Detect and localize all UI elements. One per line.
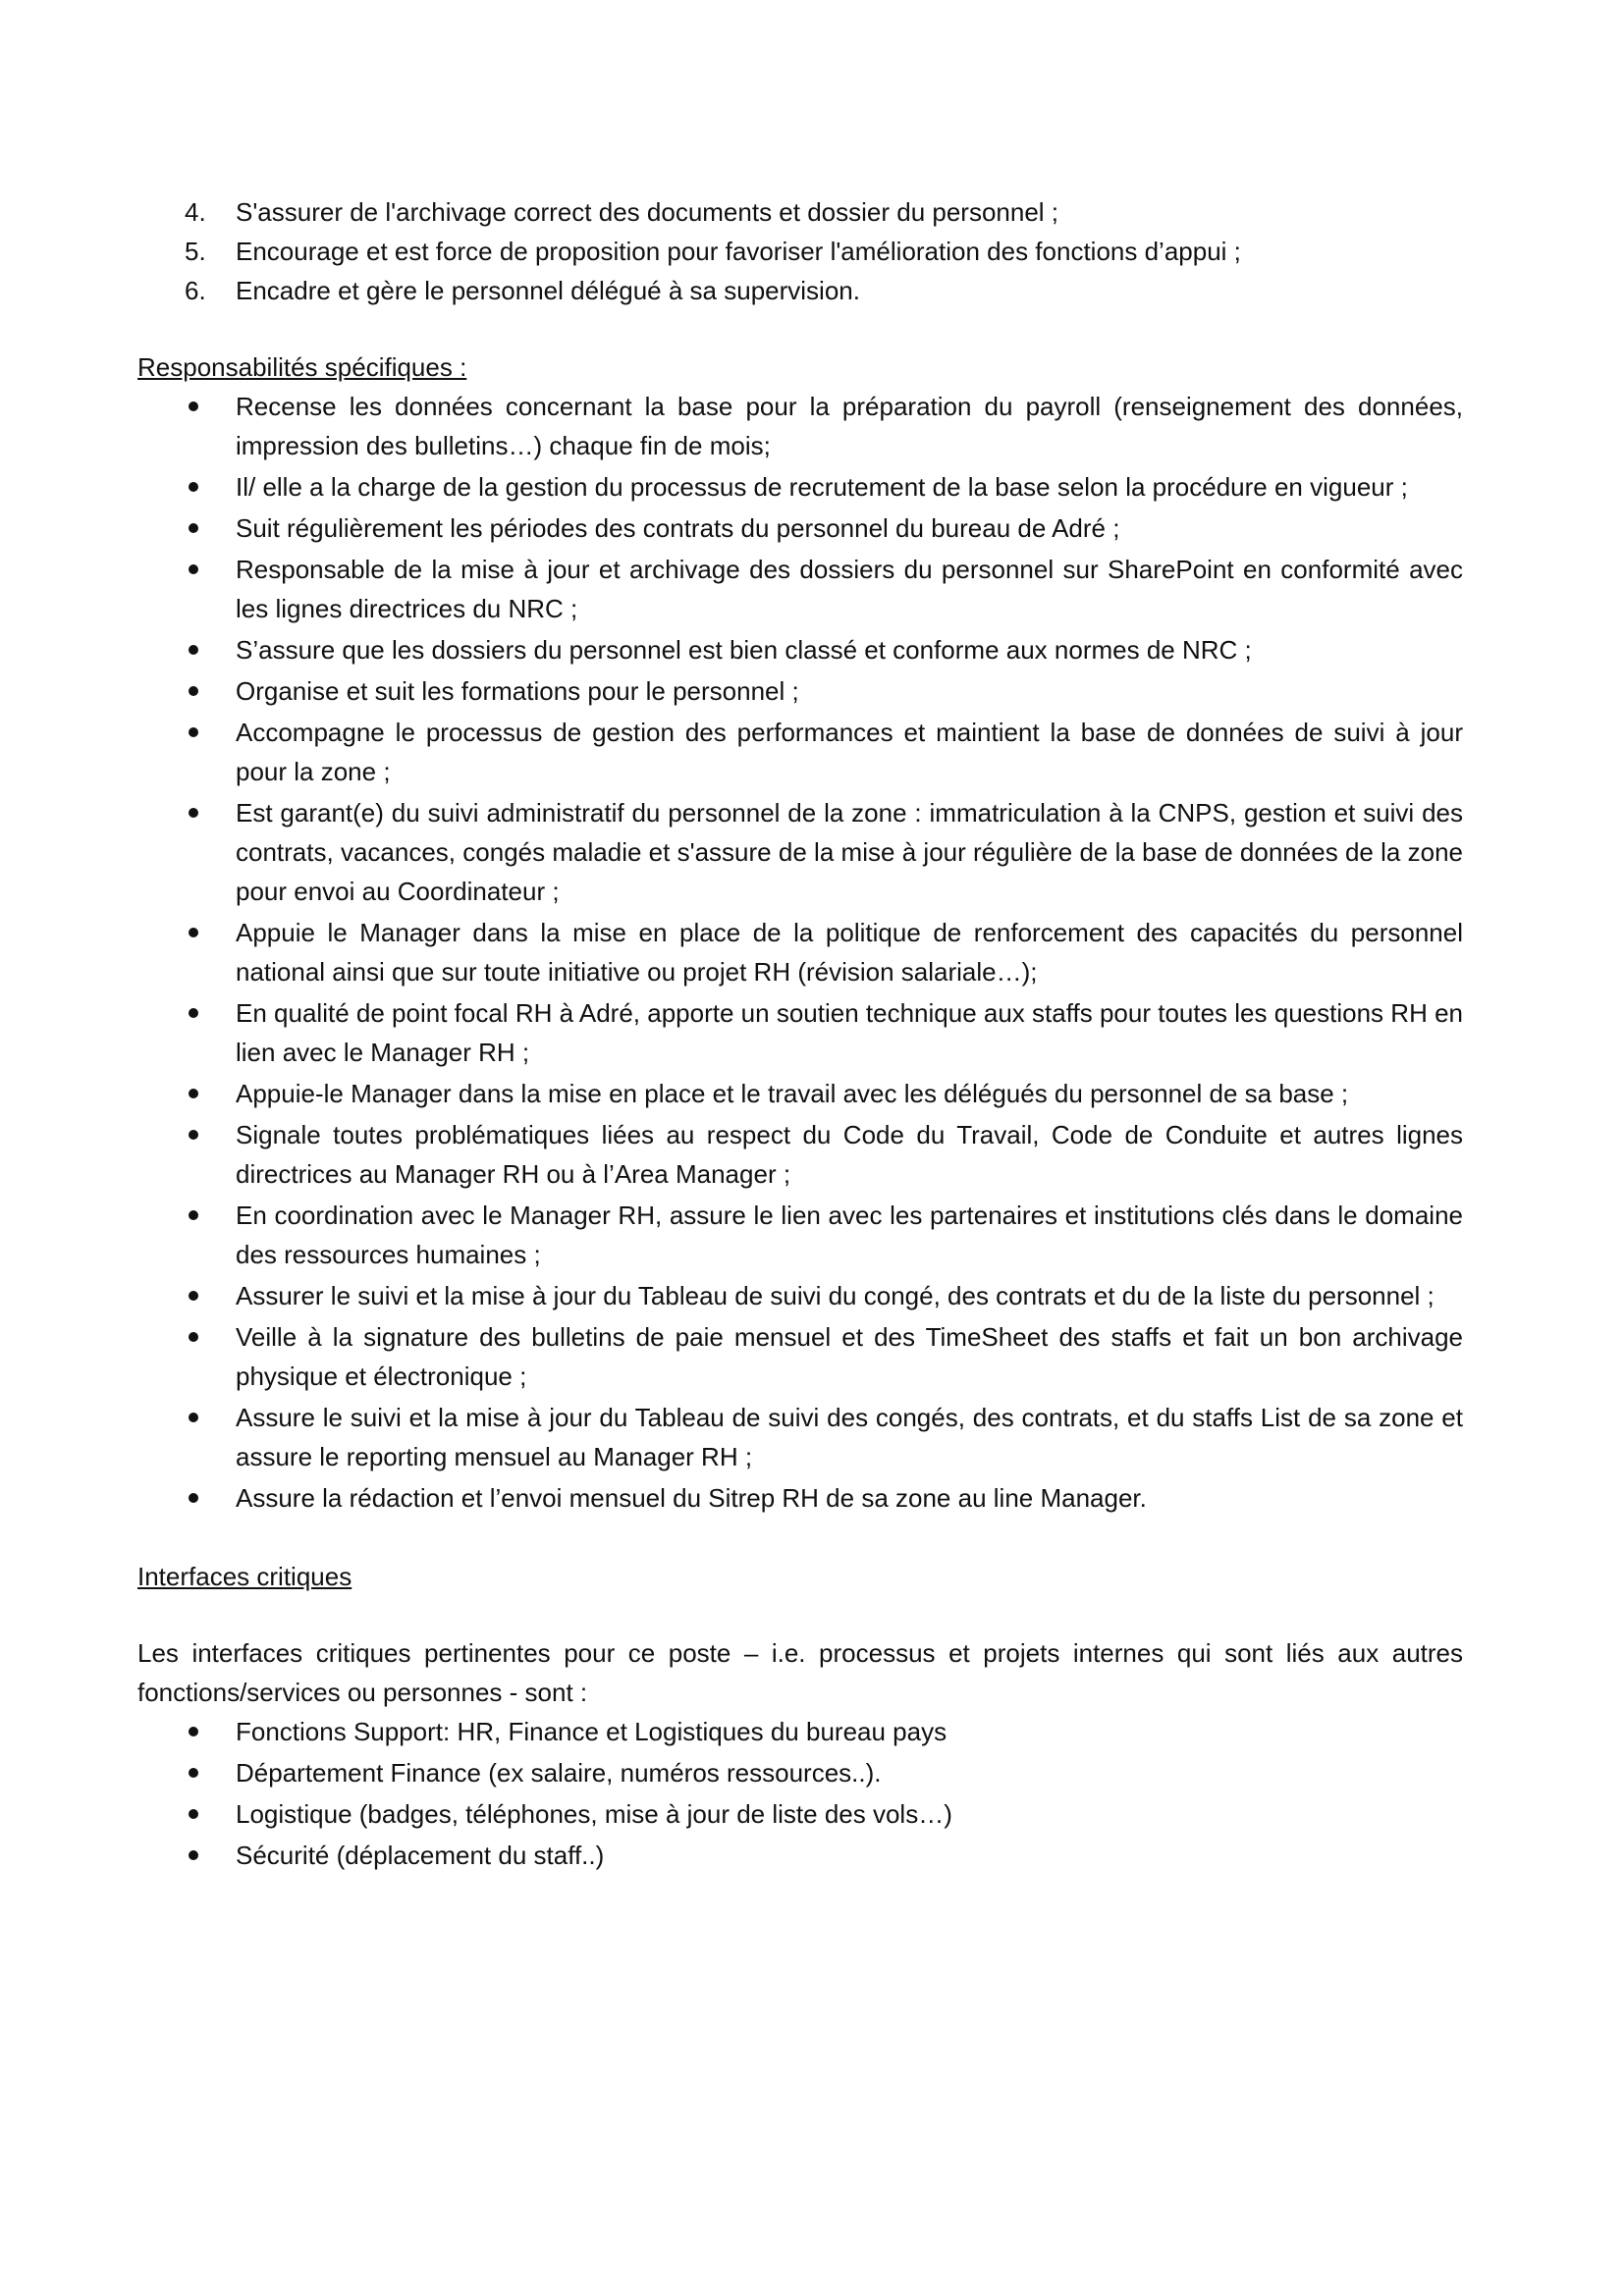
list-item [137,1836,1463,1875]
item-text: En coordination avec le Manager RH, assure le lien avec les partenaires et institutions clés dans le domaine des ressources humaines ; [236,1201,1463,1269]
bullet-icon [189,1089,198,1098]
item-text: Veille à la signature des bulletins de paie mensuel et des TimeSheet des staffs et fait un bon archivage physique et électronique ; [236,1322,1463,1391]
bullet-icon [189,1493,198,1503]
item-text: Logistique (badges, téléphones, mise à jour de liste des vols…) [236,1799,952,1829]
bullet-icon [189,1809,198,1819]
item-number: 4. [185,197,206,227]
item-text: Il/ elle a la charge de la gestion du processus de recrutement de la base selon la procédure en vigueur ; [236,472,1408,502]
list-item [137,793,1463,911]
item-text: Suit régulièrement les périodes des contrats du personnel du bureau de Adré ; [236,513,1120,543]
list-item [137,271,1463,310]
list-item [137,1478,1463,1518]
list-item [137,1398,1463,1476]
specific-responsibilities-list [137,387,1463,1518]
list-item [137,1794,1463,1834]
bullet-icon [189,482,198,492]
bullet-icon [189,928,198,937]
bullet-icon [189,1768,198,1778]
bullet-icon [189,686,198,696]
list-item [137,232,1463,271]
item-text: Appuie-le Manager dans la mise en place et le travail avec les délégués du personnel de sa base ; [236,1079,1349,1108]
list-item [137,550,1463,628]
list-item [137,1712,1463,1751]
item-text: S'assurer de l'archivage correct des documents et dossier du personnel ; [236,197,1059,227]
item-text: Assure le suivi et la mise à jour du Tableau de suivi des congés, des contrats, et du staffs List de sa zone et assure le reporting mensuel au Manager RH ; [236,1403,1463,1471]
list-item [137,993,1463,1072]
item-number: 6. [185,276,206,305]
item-text: Fonctions Support: HR, Finance et Logistiques du bureau pays [236,1717,947,1746]
item-text: Est garant(e) du suivi administratif du personnel de la zone : immatriculation à la CNPS, gestion et suivi des contrats, vacances, congés maladie et s'assure de la mise à jour régulière de la base de données de la zone pour envoi au Coordinateur ; [236,798,1463,906]
bullet-icon [189,808,198,818]
item-text: Assurer le suivi et la mise à jour du Tableau de suivi du congé, des contrats et du de la liste du personnel ; [236,1281,1435,1310]
document-page [137,192,1463,1877]
list-item [137,1276,1463,1315]
item-text: Assure la rédaction et l’envoi mensuel du Sitrep RH de sa zone au line Manager. [236,1483,1147,1513]
item-text: En qualité de point focal RH à Adré, apporte un soutien technique aux staffs pour toutes les questions RH en lien avec le Manager RH ; [236,998,1463,1067]
bullet-icon [189,1332,198,1342]
critical-interfaces-list [137,1712,1463,1875]
item-text: S’assure que les dossiers du personnel est bien classé et conforme aux normes de NRC ; [236,635,1252,665]
list-item [137,913,1463,991]
bullet-icon [189,1210,198,1220]
list-item [137,630,1463,669]
bullet-icon [189,564,198,574]
item-text: Sécurité (déplacement du staff..) [236,1841,605,1870]
list-item [137,192,1463,232]
list-item [137,1115,1463,1194]
list-item [137,1074,1463,1113]
item-text: Appuie le Manager dans la mise en place de la politique de renforcement des capacités du personnel national ainsi que sur toute initiative ou projet RH (révision salariale…); [236,918,1463,987]
list-item [137,467,1463,507]
item-text: Organise et suit les formations pour le personnel ; [236,676,799,706]
bullet-icon [189,523,198,533]
bullet-icon [189,1291,198,1301]
list-item [137,1317,1463,1396]
list-item [137,671,1463,711]
critical-interfaces-intro: Les interfaces critiques pertinentes pour ce poste – i.e. processus et projets internes qui sont liés aux autres fonctions/services ou personnes - sont : [137,1638,1463,1707]
list-item [137,508,1463,548]
list-item [137,1753,1463,1792]
list-item [137,1196,1463,1274]
item-text: Signale toutes problématiques liées au respect du Code du Travail, Code de Conduite et autres lignes directrices au Manager RH ou à l’Area Manager ; [236,1120,1463,1189]
bullet-icon [189,1850,198,1860]
bullet-icon [189,1130,198,1140]
item-text: Encadre et gère le personnel délégué à sa supervision. [236,276,860,305]
item-text: Encourage et est force de proposition pour favoriser l'amélioration des fonctions d’appui ; [236,237,1241,266]
bullet-icon [189,401,198,411]
bullet-icon [189,727,198,737]
item-text: Recense les données concernant la base pour la préparation du payroll (renseignement des données, impression des bulletins…) chaque fin de mois; [236,392,1463,460]
list-item [137,387,1463,465]
bullet-icon [189,1008,198,1018]
general-responsibilities-list [137,192,1463,310]
item-text: Département Finance (ex salaire, numéros ressources..). [236,1758,882,1788]
bullet-icon [189,1413,198,1422]
bullet-icon [189,1727,198,1736]
list-item [137,713,1463,791]
specific-responsibilities-heading: Responsabilités spécifiques : [137,352,467,382]
critical-interfaces-heading: Interfaces critiques [137,1562,352,1591]
item-number: 5. [185,237,206,266]
bullet-icon [189,645,198,655]
item-text: Accompagne le processus de gestion des performances et maintient la base de données de suivi à jour pour la zone ; [236,718,1463,786]
item-text: Responsable de la mise à jour et archivage des dossiers du personnel sur SharePoint en conformité avec les lignes directrices du NRC ; [236,555,1463,623]
